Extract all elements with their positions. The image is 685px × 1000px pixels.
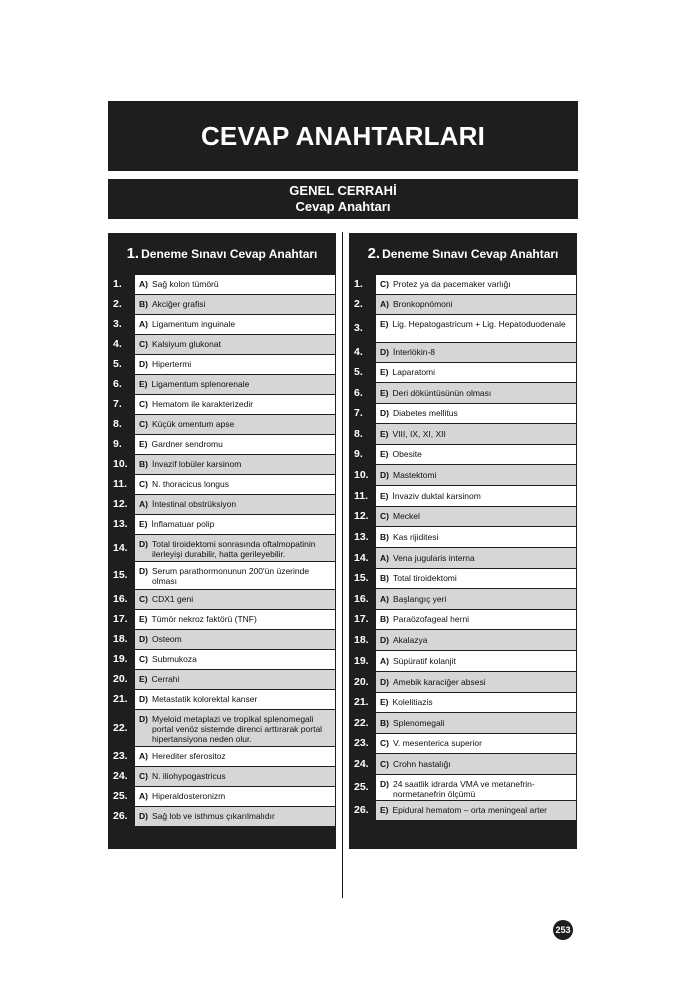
answer-letter: D) — [139, 714, 148, 724]
answer-cell — [135, 746, 335, 766]
question-number: 16. — [113, 593, 128, 605]
question-number: 1. — [354, 278, 363, 290]
answer-text: Obesite — [392, 449, 422, 459]
answer-letter: A) — [380, 593, 389, 604]
question-number: 9. — [354, 448, 363, 460]
answer-letter: E) — [380, 428, 389, 439]
answer-cell — [135, 314, 335, 334]
panel-title: Deneme Sınavı Cevap Anahtarı — [141, 246, 318, 261]
answer-letter: D) — [380, 347, 389, 357]
answer-text: İnflamatuar polip — [151, 519, 215, 529]
subject-title: GENEL CERRAHİ — [289, 183, 397, 198]
answer-cell — [135, 669, 335, 689]
answer-cell — [135, 649, 335, 669]
answer-text: Gardner sendromu — [151, 439, 223, 449]
answer-cell — [376, 733, 576, 753]
answer-text: Hiperaldosteronizm — [151, 791, 226, 801]
answer-cell — [135, 514, 335, 534]
answer-letter: E) — [380, 805, 389, 815]
answer-row — [349, 342, 577, 362]
answer-text: Osteom — [151, 634, 182, 644]
question-number: 24. — [354, 757, 369, 770]
answer-text: Cerrahi — [151, 674, 180, 684]
answer-row — [349, 423, 577, 444]
answer-row — [108, 274, 336, 294]
answer-row — [349, 547, 577, 568]
answer-row — [108, 414, 336, 434]
answer-row — [108, 629, 336, 649]
question-number: 6. — [113, 378, 122, 390]
answer-letter: C) — [380, 511, 389, 521]
question-number: 20. — [113, 673, 128, 685]
answer-cell — [135, 374, 335, 394]
question-number: 2. — [354, 298, 363, 310]
answer-row — [108, 806, 336, 826]
answer-text: Tümör nekroz faktörü (TNF) — [151, 614, 257, 624]
answer-letter: B) — [380, 614, 389, 624]
answer-text: Epidural hematom – orta meningeal arter — [392, 805, 547, 815]
question-number: 4. — [113, 338, 122, 350]
question-number: 13. — [354, 530, 369, 543]
answer-cell — [376, 650, 576, 671]
answer-text: Ligamentum inguinale — [151, 319, 236, 329]
answer-cell — [135, 454, 335, 474]
answer-row — [349, 294, 577, 314]
answer-row — [349, 485, 577, 506]
question-number: 23. — [354, 737, 369, 749]
answer-letter: E) — [139, 614, 148, 624]
answer-letter: E) — [380, 319, 389, 329]
answer-cell — [135, 629, 335, 649]
answer-text: N. thoracicus longus — [151, 479, 229, 489]
answer-row — [108, 709, 336, 746]
question-number: 4. — [354, 346, 363, 358]
question-number: 14. — [354, 551, 369, 564]
answer-text: N. iliohypogastricus — [151, 771, 226, 781]
answer-letter: D) — [139, 694, 148, 704]
question-number: 25. — [354, 781, 369, 793]
page-title-banner — [108, 101, 578, 171]
question-number: 21. — [354, 696, 369, 708]
answer-text: Protez ya da pacemaker varlığı — [392, 279, 511, 289]
answer-letter: C) — [139, 479, 148, 489]
answer-cell — [376, 800, 576, 820]
answer-cell — [376, 753, 576, 774]
answer-cell — [376, 382, 576, 403]
answer-text: İntestinal obstrüksiyon — [151, 499, 237, 509]
answer-row — [108, 786, 336, 806]
answer-text: İnvazif lobüler karsinom — [151, 459, 242, 469]
answer-row — [108, 454, 336, 474]
answer-cell — [376, 671, 576, 692]
answer-cell — [376, 423, 576, 444]
question-number: 13. — [113, 518, 128, 530]
answer-letter: B) — [139, 459, 148, 469]
answer-row — [349, 506, 577, 526]
answer-cell — [376, 526, 576, 547]
subject-header — [108, 179, 578, 219]
answer-text: Amebik karaciğer absesi — [392, 676, 486, 687]
answer-letter: D) — [380, 469, 389, 480]
answer-cell — [135, 561, 335, 589]
question-number: 10. — [354, 468, 369, 481]
question-number: 24. — [113, 770, 128, 782]
answer-cell — [376, 485, 576, 506]
answer-row — [349, 609, 577, 629]
answer-text: Serum parathormonunun 200'ün üzerinde olması — [151, 566, 310, 586]
answer-row — [108, 514, 336, 534]
answer-text: Kalsiyum glukonat — [151, 339, 221, 349]
answer-cell — [376, 506, 576, 526]
answer-letter: E) — [380, 367, 389, 377]
answer-text: Meckel — [392, 511, 420, 521]
page-number: 253 — [555, 925, 571, 935]
answer-letter: B) — [380, 531, 389, 542]
answer-letter: E) — [139, 519, 148, 529]
answer-row — [108, 434, 336, 454]
answer-letter: E) — [139, 379, 148, 389]
answer-row — [108, 374, 336, 394]
answer-letter: E) — [380, 697, 389, 707]
answer-cell — [135, 534, 335, 561]
question-number: 16. — [354, 592, 369, 605]
answer-row — [349, 314, 577, 342]
question-number: 25. — [113, 790, 128, 802]
answer-row — [349, 650, 577, 671]
panel-number: 1. — [126, 245, 140, 262]
answer-key-panel-2 — [349, 233, 577, 849]
answer-text: VIII, IX, XI, XII — [392, 428, 446, 439]
answer-letter: E) — [380, 449, 389, 459]
answer-text: V. mesenterica superior — [392, 738, 482, 748]
question-number: 8. — [354, 427, 363, 440]
answer-letter: E) — [139, 674, 148, 684]
answer-text: Laparatomi — [392, 367, 436, 377]
answer-cell — [376, 629, 576, 650]
answer-row — [108, 561, 336, 589]
answer-cell — [135, 474, 335, 494]
question-number: 11. — [113, 478, 128, 490]
answer-cell — [135, 434, 335, 454]
answer-row — [349, 568, 577, 588]
answer-text: Vena jugularis interna — [392, 552, 475, 563]
answer-cell — [135, 689, 335, 709]
question-number: 3. — [354, 322, 363, 334]
answer-row — [108, 609, 336, 629]
question-number: 5. — [354, 366, 363, 378]
answer-row — [349, 733, 577, 753]
answer-text: Mastektomi — [392, 469, 437, 480]
answer-cell — [376, 774, 576, 800]
answer-text: Submukoza — [151, 654, 197, 664]
answer-letter: C) — [380, 758, 389, 769]
answer-row — [108, 746, 336, 766]
answer-text: Kas rijiditesi — [392, 531, 439, 542]
answer-letter: C) — [139, 594, 148, 604]
answer-cell — [376, 444, 576, 464]
answer-cell — [376, 609, 576, 629]
answer-cell — [135, 766, 335, 786]
answer-row — [349, 712, 577, 733]
question-number: 23. — [113, 750, 128, 762]
answer-letter: A) — [380, 299, 389, 309]
answer-text: Herediter sferositoz — [151, 751, 226, 761]
answer-cell — [135, 394, 335, 414]
answer-letter: A) — [139, 279, 148, 289]
answer-cell — [376, 464, 576, 485]
answer-text: Akciğer grafisi — [151, 299, 206, 309]
answer-letter: B) — [380, 717, 389, 728]
answer-row — [349, 588, 577, 609]
answer-row — [108, 294, 336, 314]
answer-text: Paraözofageal herni — [392, 614, 470, 624]
answer-cell — [135, 334, 335, 354]
answer-text: Hipertermi — [151, 359, 192, 369]
answer-letter: A) — [380, 655, 389, 666]
answer-row — [349, 444, 577, 464]
question-number: 7. — [113, 398, 122, 410]
answer-text: Diabetes mellitus — [392, 408, 458, 418]
answer-cell — [135, 294, 335, 314]
answer-letter: A) — [139, 319, 148, 329]
answer-row — [349, 526, 577, 547]
answer-letter: C) — [139, 399, 148, 409]
question-number: 18. — [113, 633, 128, 645]
question-number: 19. — [113, 653, 128, 665]
question-number: 12. — [354, 510, 369, 522]
answer-row — [349, 362, 577, 382]
page-title: CEVAP ANAHTARLARI — [200, 120, 486, 151]
answer-row — [349, 800, 577, 820]
question-number: 22. — [354, 716, 369, 729]
answer-text: 24 saatlik idrarda VMA ve metanefrin-normetanefrin ölçümü — [392, 779, 535, 799]
answer-row — [108, 669, 336, 689]
question-number: 15. — [113, 569, 128, 581]
question-number: 11. — [354, 489, 369, 502]
question-number: 10. — [113, 458, 128, 470]
question-number: 17. — [113, 613, 128, 625]
answer-letter: D) — [139, 634, 148, 644]
answer-letter: C) — [380, 279, 389, 289]
question-number: 9. — [113, 438, 122, 450]
answer-letter: B) — [380, 573, 389, 583]
answer-row — [349, 403, 577, 423]
answer-text: CDX1 geni — [151, 594, 194, 604]
answer-row — [108, 334, 336, 354]
answer-cell — [376, 362, 576, 382]
answer-cell — [376, 588, 576, 609]
question-number: 22. — [113, 721, 128, 734]
answer-cell — [376, 568, 576, 588]
question-number: 7. — [354, 407, 363, 419]
answer-letter: D) — [139, 811, 148, 821]
answer-text: Myeloid metaplazi ve tropikal splenomegali portal venöz sistemde direnci arttırarak portal hipertansiyona neden olur. — [151, 714, 323, 744]
answer-row — [349, 753, 577, 774]
question-number: 8. — [113, 418, 122, 430]
panel-title: Deneme Sınavı Cevap Anahtarı — [382, 246, 559, 261]
answer-letter: D) — [139, 359, 148, 369]
answer-letter: A) — [139, 791, 148, 801]
question-number: 18. — [354, 633, 369, 646]
answer-letter: C) — [380, 738, 389, 748]
answer-list-2 — [349, 274, 577, 820]
page-number-badge — [553, 920, 573, 940]
subject-subtitle: Cevap Anahtarı — [295, 199, 391, 214]
answer-letter: D) — [139, 539, 148, 549]
column-divider — [342, 232, 343, 898]
answer-row — [349, 671, 577, 692]
answer-text: Deri döküntüsünün olması — [392, 387, 492, 398]
panel-header-2 — [349, 233, 577, 274]
answer-cell — [135, 609, 335, 629]
answer-letter: D) — [380, 676, 389, 687]
panel-number: 2. — [367, 245, 381, 262]
answer-text: Bronkopnömoni — [392, 299, 453, 309]
answer-letter: D) — [380, 408, 389, 418]
question-number: 17. — [354, 613, 369, 625]
answer-row — [108, 589, 336, 609]
answer-row — [349, 274, 577, 294]
answer-letter: C) — [139, 339, 148, 349]
answer-text: Sağ kolon tümörü — [151, 279, 219, 289]
answer-row — [108, 649, 336, 669]
answer-text: Hematom ile karakterizedir — [151, 399, 254, 409]
answer-cell — [376, 712, 576, 733]
question-number: 26. — [354, 804, 369, 816]
answer-row — [349, 629, 577, 650]
answer-cell — [135, 709, 335, 746]
answer-letter: A) — [139, 499, 148, 509]
answer-cell — [376, 314, 576, 342]
question-number: 15. — [354, 572, 369, 584]
answer-row — [349, 692, 577, 712]
answer-text: Total tiroidektomi — [392, 573, 457, 583]
question-number: 3. — [113, 318, 122, 330]
answer-letter: C) — [139, 654, 148, 664]
question-number: 20. — [354, 675, 369, 688]
question-number: 5. — [113, 358, 122, 370]
answer-row — [349, 774, 577, 800]
answer-letter: E) — [139, 439, 148, 449]
answer-letter: A) — [139, 751, 148, 761]
question-number: 12. — [113, 498, 128, 510]
answer-row — [108, 394, 336, 414]
answer-text: Lig. Hepatogastricum + Lig. Hepatoduodenale — [392, 319, 566, 329]
answer-key-panel-1 — [108, 233, 336, 849]
answer-text: Küçük omentum apse — [151, 419, 235, 429]
question-number: 26. — [113, 810, 128, 822]
answer-letter: A) — [380, 552, 389, 563]
answer-row — [108, 494, 336, 514]
answer-text: Metastatik kolorektal kanser — [151, 694, 258, 704]
answer-cell — [135, 589, 335, 609]
answer-cell — [376, 692, 576, 712]
answer-letter: B) — [139, 299, 148, 309]
answer-cell — [135, 786, 335, 806]
answer-cell — [135, 494, 335, 514]
answer-text: Splenomegali — [392, 717, 445, 728]
answer-row — [108, 314, 336, 334]
answer-list-1 — [108, 274, 336, 826]
answer-cell — [376, 547, 576, 568]
answer-row — [108, 354, 336, 374]
question-number: 6. — [354, 386, 363, 399]
answer-text: Başlangıç yeri — [392, 593, 447, 604]
answer-letter: D) — [380, 634, 389, 645]
answer-row — [108, 689, 336, 709]
answer-row — [108, 534, 336, 561]
answer-text: Crohn hastalığı — [392, 758, 451, 769]
question-number: 19. — [354, 654, 369, 667]
question-number: 1. — [113, 278, 122, 290]
answer-letter: E) — [380, 490, 389, 501]
answer-letter: C) — [139, 771, 148, 781]
answer-letter: D) — [139, 566, 148, 576]
answer-letter: D) — [380, 779, 389, 789]
panel-header-1 — [108, 233, 336, 274]
answer-cell — [376, 294, 576, 314]
answer-text: Sağ lob ve isthmus çıkarılmalıdır — [151, 811, 275, 821]
answer-text: Akalazya — [392, 634, 428, 645]
answer-cell — [135, 274, 335, 294]
answer-text: Kolelitiazis — [392, 697, 433, 707]
answer-row — [108, 474, 336, 494]
answer-row — [349, 464, 577, 485]
answer-cell — [135, 354, 335, 374]
answer-text: İnterlökin-8 — [392, 347, 436, 357]
answer-cell — [135, 806, 335, 826]
answer-text: Total tiroidektomi sonrasında oftalmopatinin ilerleyişi durabilir, hatta gerileyebilir. — [151, 539, 316, 559]
answer-cell — [135, 414, 335, 434]
answer-text: Süpüratif kolanjit — [392, 655, 456, 666]
answer-letter: E) — [380, 387, 389, 398]
question-number: 14. — [113, 541, 128, 554]
answer-cell — [376, 342, 576, 362]
question-number: 2. — [113, 298, 122, 310]
answer-cell — [376, 274, 576, 294]
answer-letter: C) — [139, 419, 148, 429]
answer-cell — [376, 403, 576, 423]
answer-row — [349, 382, 577, 403]
answer-text: Ligamentum splenorenale — [151, 379, 250, 389]
answer-text: İnvaziv duktal karsinom — [392, 490, 481, 501]
question-number: 21. — [113, 693, 128, 705]
answer-row — [108, 766, 336, 786]
